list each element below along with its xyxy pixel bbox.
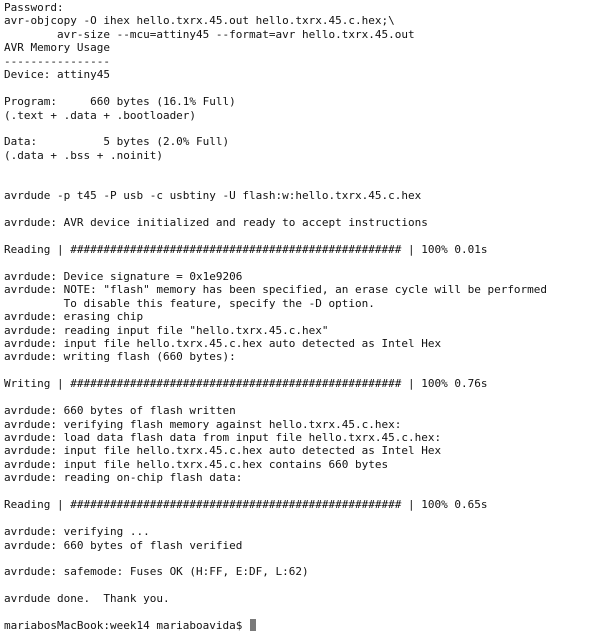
terminal-line — [4, 176, 547, 189]
terminal-line: ---------------- — [4, 54, 110, 68]
terminal-line — [4, 256, 547, 269]
terminal-line — [4, 203, 547, 216]
terminal-line: avrdude: 660 bytes of flash verified — [4, 538, 243, 552]
text-cursor-icon — [250, 619, 256, 631]
terminal-line: AVR Memory Usage — [4, 41, 110, 55]
terminal-line: avrdude -p t45 -P usb -c usbtiny -U flash:w:hello.txrx.45.c.hex — [4, 189, 422, 203]
terminal-line — [4, 391, 547, 404]
terminal-line — [4, 485, 547, 498]
terminal-line: avrdude: Device signature = 0x1e9206 — [4, 269, 243, 283]
terminal-line: Reading | ################################################## | 100% 0.01s — [4, 242, 488, 256]
terminal-line: Device: attiny45 — [4, 68, 110, 82]
terminal-line — [4, 364, 547, 377]
terminal-line — [4, 122, 547, 135]
terminal-line: avrdude: safemode: Fuses OK (H:FF, E:DF, L:62) — [4, 565, 309, 579]
terminal-line: avrdude: verifying ... — [4, 525, 150, 539]
terminal-line — [4, 229, 547, 242]
terminal-line: (.data + .bss + .noinit) — [4, 148, 163, 162]
terminal-line: avrdude done. Thank you. — [4, 592, 170, 606]
terminal-line — [4, 512, 547, 525]
terminal-line — [4, 606, 547, 619]
terminal-line: avr-size --mcu=attiny45 --format=avr hello.txrx.45.out — [4, 27, 415, 41]
terminal-line: avrdude: NOTE: "flash" memory has been specified, an erase cycle will be performed — [4, 283, 548, 297]
terminal-line: Program: 660 bytes (16.1% Full) — [4, 95, 236, 109]
terminal-line: avrdude: 660 bytes of flash written — [4, 404, 236, 418]
terminal-line: Reading | ################################################## | 100% 0.65s — [4, 498, 488, 512]
terminal-line: To disable this feature, specify the -D option. — [4, 296, 375, 310]
shell-prompt-line[interactable] — [4, 619, 547, 632]
terminal-line: avr-objcopy -O ihex hello.txrx.45.out hello.txrx.45.c.hex;\ — [4, 14, 395, 28]
shell-prompt: mariabosMacBook:week14 mariaboavida$ — [4, 619, 250, 633]
terminal-line: Writing | ################################################## | 100% 0.76s — [4, 377, 488, 391]
terminal-line: avrdude: AVR device initialized and ready to accept instructions — [4, 216, 428, 229]
terminal-line — [4, 579, 547, 592]
terminal-line: avrdude: input file hello.txrx.45.c.hex auto detected as Intel Hex — [4, 444, 442, 458]
terminal-line: avrdude: input file hello.txrx.45.c.hex auto detected as Intel Hex — [4, 336, 442, 350]
terminal-line: (.text + .data + .bootloader) — [4, 108, 197, 122]
terminal-line: avrdude: load data flash data from input file hello.txrx.45.c.hex: — [4, 431, 442, 444]
terminal-line: avrdude: reading input file "hello.txrx.45.c.hex" — [4, 323, 329, 337]
terminal-line — [4, 552, 547, 565]
terminal-line: avrdude: verifying flash memory against hello.txrx.45.c.hex: — [4, 417, 402, 431]
terminal-line: avrdude: reading on-chip flash data: — [4, 471, 243, 485]
terminal-line: avrdude: erasing chip — [4, 310, 144, 324]
terminal-line: Password: — [4, 1, 64, 14]
terminal-output — [4, 1, 547, 633]
terminal-line — [4, 82, 547, 95]
terminal-line — [4, 162, 547, 175]
terminal-line: avrdude: input file hello.txrx.45.c.hex contains 660 bytes — [4, 457, 389, 471]
terminal-line: Data: 5 bytes (2.0% Full) — [4, 135, 230, 149]
terminal-line: avrdude: writing flash (660 bytes): — [4, 350, 236, 364]
